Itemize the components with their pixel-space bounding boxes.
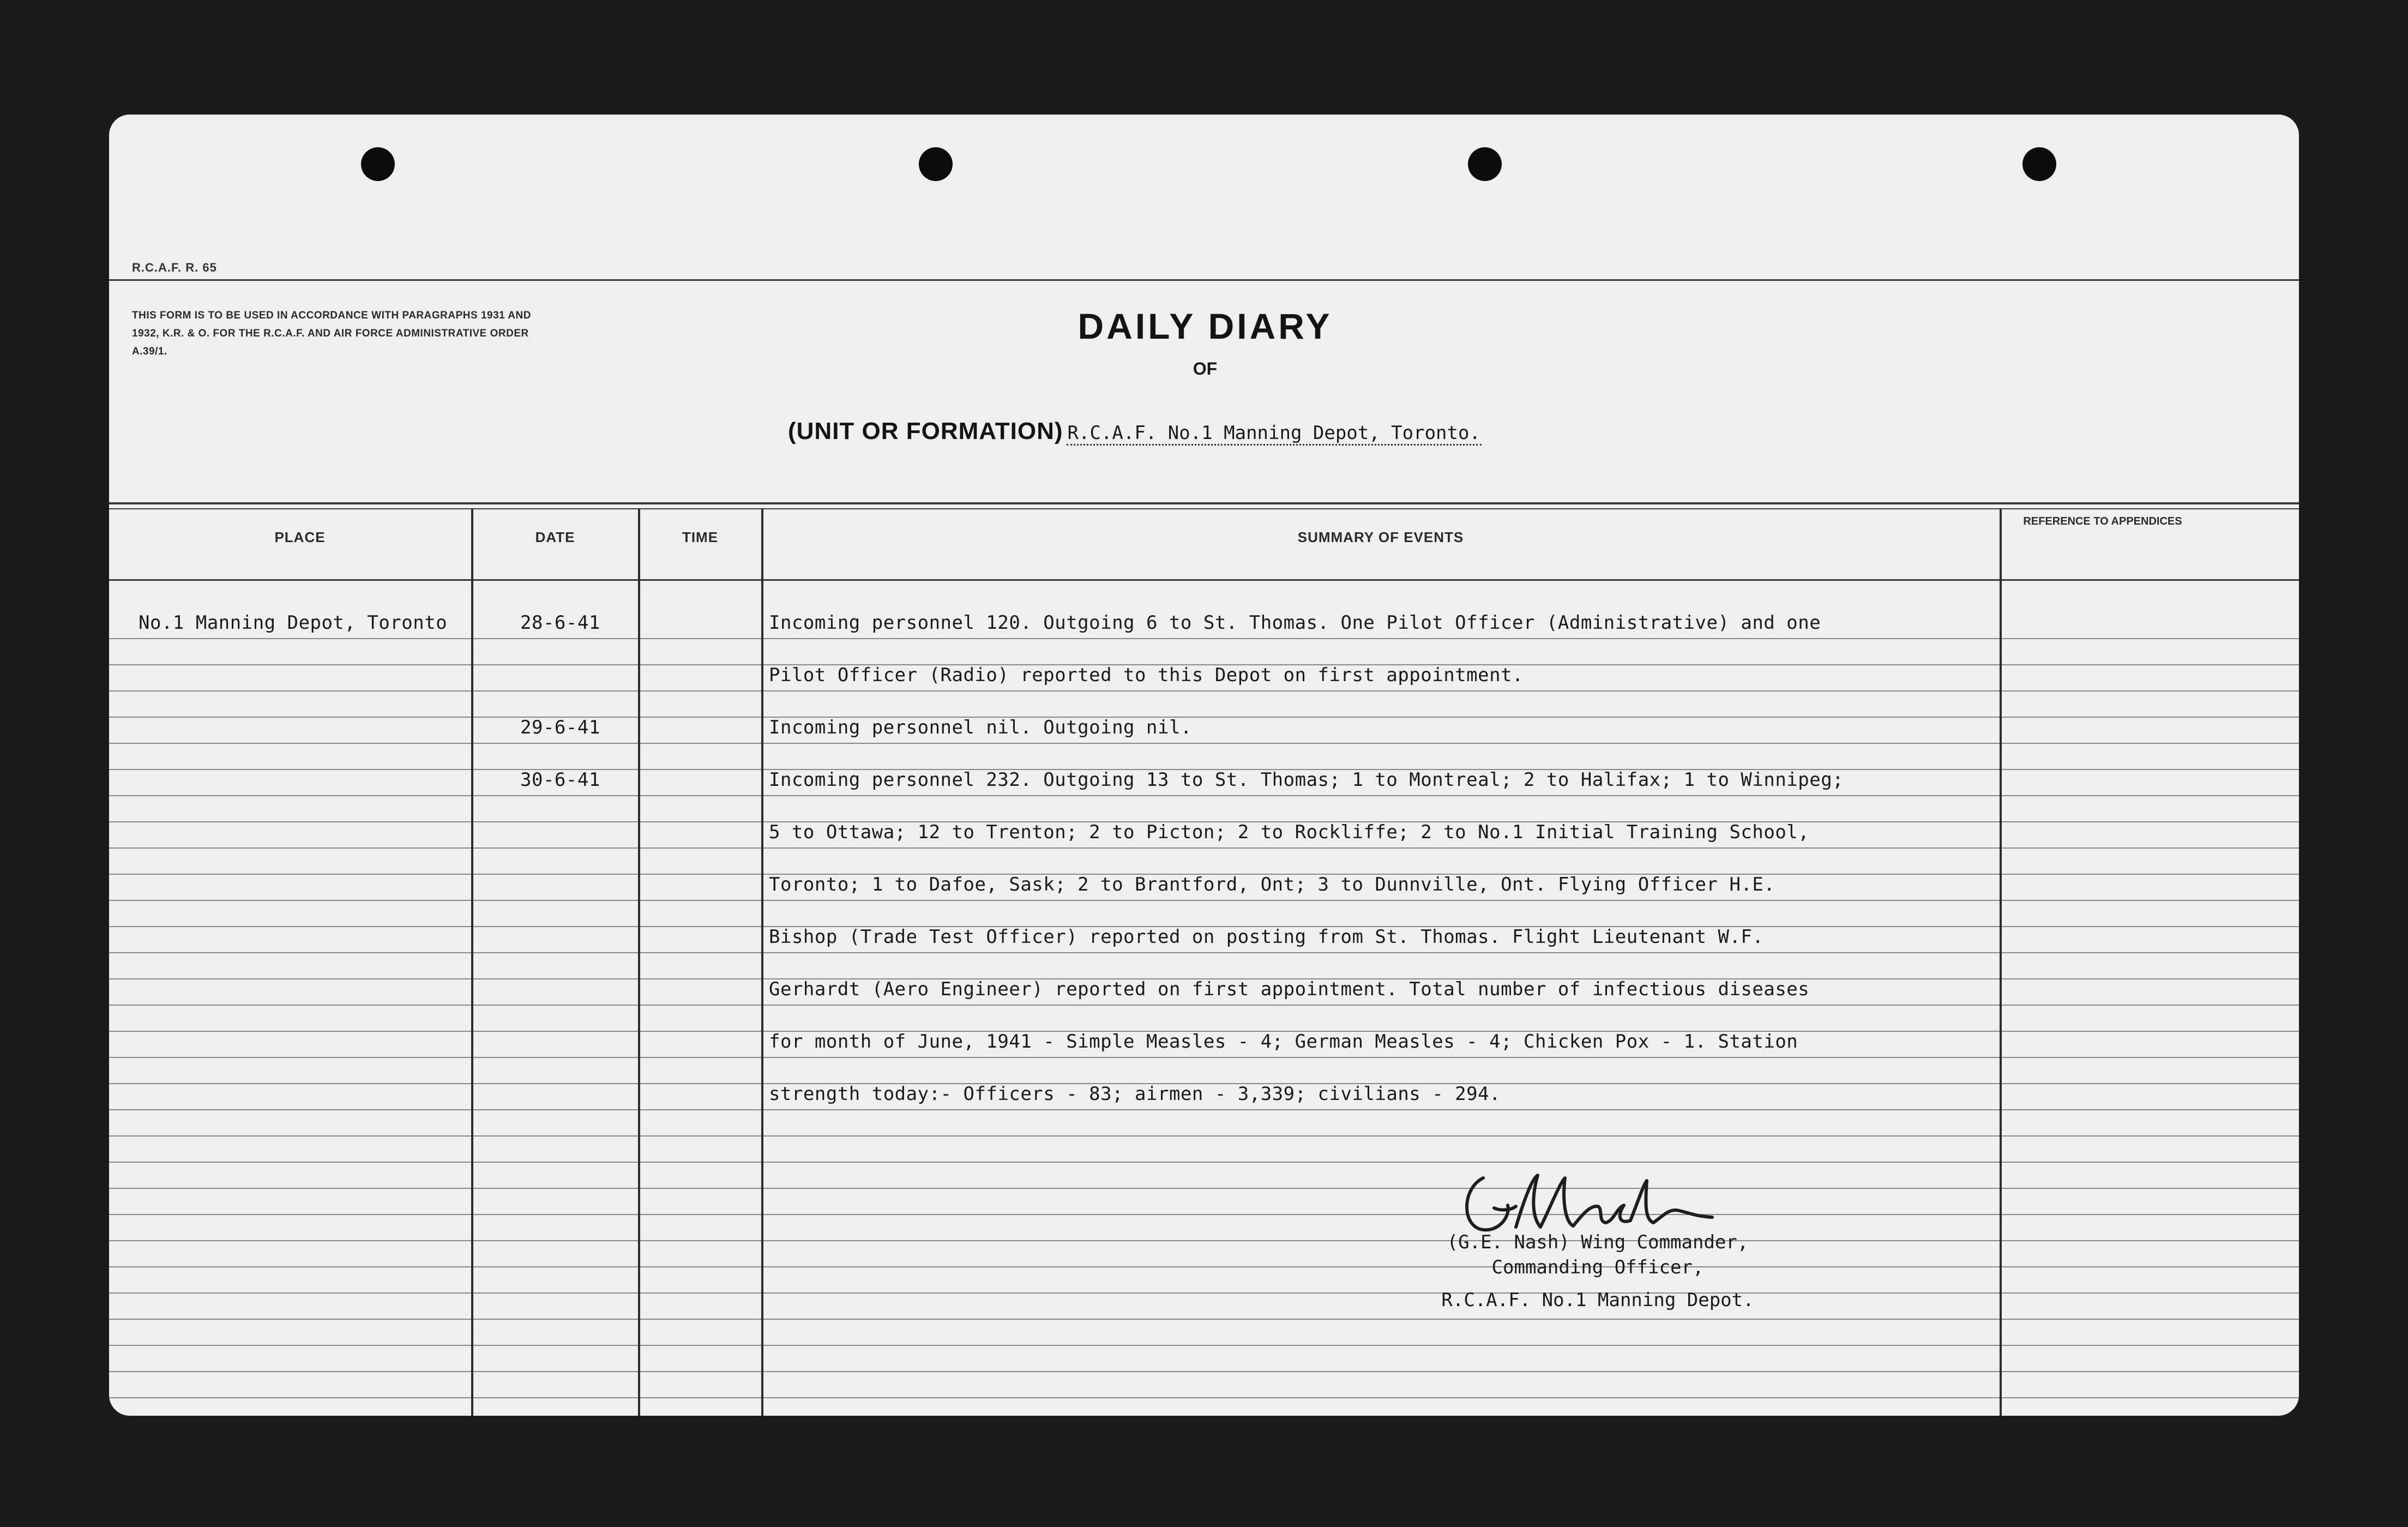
ruled-line — [109, 743, 2299, 744]
summary-line: Toronto; 1 to Dafoe, Sask; 2 to Brantford, Ont; 3 to Dunnville, Ont. Flying Officer H.E. — [769, 874, 1775, 895]
column-header-place: PLACE — [274, 529, 326, 545]
ruled-line — [109, 1109, 2299, 1110]
ruled-line — [109, 1188, 2299, 1189]
summary-line: Incoming personnel nil. Outgoing nil. — [769, 717, 1192, 738]
summary-line: Incoming personnel 232. Outgoing 13 to St. Thomas; 1 to Montreal; 2 to Halifax; 1 to Winnipeg; — [769, 769, 1844, 791]
ruled-line — [109, 1266, 2299, 1267]
unit-value: R.C.A.F. No.1 Manning Depot, Toronto. — [1067, 422, 1482, 446]
entry-date: 30-6-41 — [520, 769, 600, 791]
summary-line: 5 to Ottawa; 12 to Trenton; 2 to Picton; 2 to Rockliffe; 2 to No.1 Initial Training School, — [769, 821, 1810, 843]
ruled-line — [109, 1319, 2299, 1320]
title-of: OF — [1193, 359, 1218, 378]
ruled-line — [109, 638, 2299, 639]
column-header-summary: SUMMARY OF EVENTS — [1297, 529, 1464, 545]
ruled-line — [109, 1135, 2299, 1137]
ruled-line — [109, 1214, 2299, 1215]
form-code: R.C.A.F. R. 65 — [132, 261, 217, 274]
header-bottom-rule — [109, 502, 2299, 504]
header-bottom-rule-2 — [109, 508, 2299, 509]
ruled-line — [109, 1371, 2299, 1372]
column-divider-time — [638, 508, 640, 1416]
entry-date: 28-6-41 — [520, 612, 600, 634]
unit-line — [788, 418, 1482, 445]
column-header-date: DATE — [535, 529, 575, 545]
ruled-line — [109, 1240, 2299, 1241]
header-top-rule — [109, 279, 2299, 281]
summary-line: for month of June, 1941 - Simple Measles - 4; German Measles - 4; Chicken Pox - 1. Station — [769, 1031, 1798, 1053]
ruled-line — [109, 795, 2299, 796]
unit-label: (UNIT OR FORMATION) — [788, 418, 1063, 444]
ruled-line — [109, 1005, 2299, 1006]
punch-hole — [361, 147, 395, 181]
signature-name: (G.E. Nash) Wing Commander, — [1447, 1231, 1749, 1253]
column-divider-date — [471, 508, 473, 1416]
ruled-line — [109, 1397, 2299, 1398]
column-divider-summary — [761, 508, 763, 1416]
ruled-line — [109, 690, 2299, 692]
ruled-line — [109, 717, 2299, 718]
entry-date: 29-6-41 — [520, 717, 600, 738]
summary-line: Pilot Officer (Radio) reported to this Depot on first appointment. — [769, 664, 1524, 686]
ruled-line — [109, 900, 2299, 901]
signature-unit: R.C.A.F. No.1 Manning Depot. — [1441, 1289, 1754, 1311]
summary-line: Incoming personnel 120. Outgoing 6 to St. Thomas. One Pilot Officer (Administrative) and one — [769, 612, 1821, 634]
punch-hole — [1468, 147, 1502, 181]
punch-hole — [2022, 147, 2056, 181]
summary-line: Gerhardt (Aero Engineer) reported on first appointment. Total number of infectious diseases — [769, 978, 1810, 1000]
ruled-line — [109, 847, 2299, 849]
ruled-line — [109, 1057, 2299, 1058]
entry-place: No.1 Manning Depot, Toronto — [139, 612, 448, 634]
ruled-line — [109, 1292, 2299, 1294]
punch-hole — [919, 147, 953, 181]
ruled-line — [109, 1162, 2299, 1163]
ruled-line — [109, 952, 2299, 953]
ruled-line — [109, 1345, 2299, 1346]
diary-sheet — [109, 115, 2299, 1416]
form-instructions: THIS FORM IS TO BE USED IN ACCORDANCE WITH PARAGRAPHS 1931 AND 1932, K.R. & O. FOR THE R.C.A.F. AND AIR FORCE ADMINISTRATIVE ORDER A.39/1. — [132, 310, 531, 357]
signature-role: Commanding Officer, — [1491, 1257, 1704, 1278]
column-header-reference: REFERENCE TO APPENDICES — [2023, 515, 2182, 527]
column-head-rule — [109, 579, 2299, 581]
summary-line: Bishop (Trade Test Officer) reported on posting from St. Thomas. Flight Lieutenant W.F. — [769, 926, 1764, 948]
page-title: DAILY DIARY — [1077, 306, 1333, 346]
column-divider-reference — [2000, 508, 2002, 1416]
column-header-time: TIME — [682, 529, 719, 545]
summary-line: strength today:- Officers - 83; airmen - 3,339; civilians - 294. — [769, 1083, 1501, 1105]
